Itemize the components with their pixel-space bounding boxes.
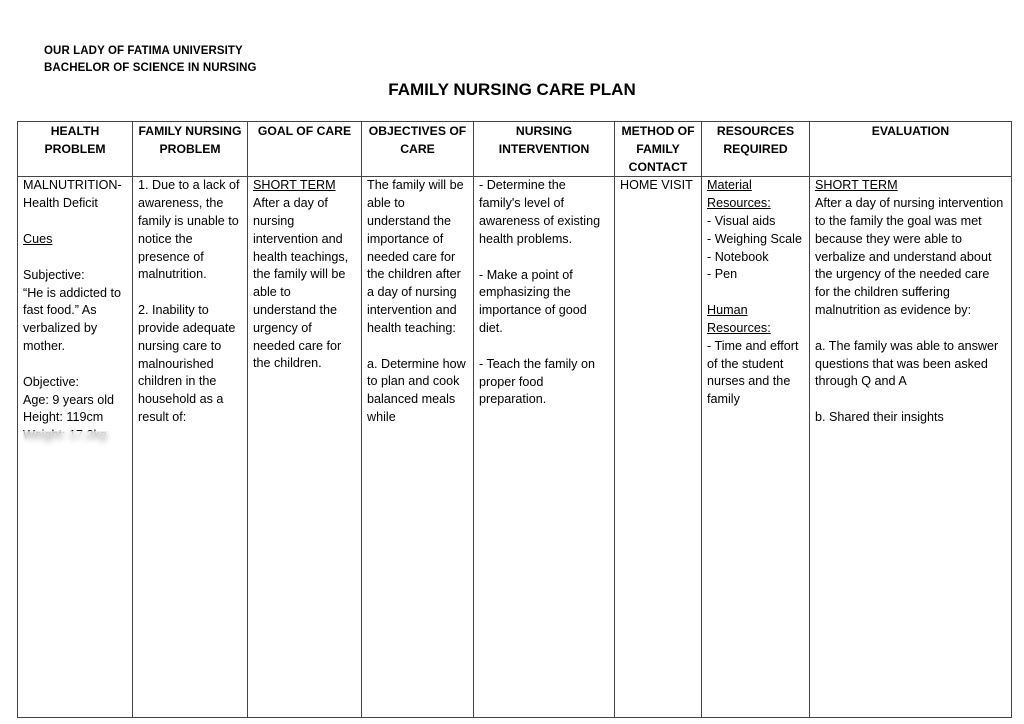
method-value: HOME VISIT [620, 178, 693, 193]
intervention-item2: - Make a point of emphasizing the importance of good diet. [479, 267, 587, 335]
col-family-nursing-problem: FAMILY NURSING PROBLEM [133, 122, 248, 177]
subjective-label: Subjective: [23, 267, 85, 282]
cell-objectives [362, 177, 474, 718]
intervention-item1: - Determine the family's level of awareness of existing health problems. [479, 178, 601, 246]
objective-label: Objective: [23, 374, 79, 389]
goal-label: SHORT TERM [253, 178, 336, 193]
intervention-item3: - Teach the family on proper food preparation. [479, 356, 595, 407]
goal-text: After a day of nursing intervention and health teachings, the family will be able to understand the urgency of needed care for the children. [253, 196, 349, 371]
human-resources-label: Human Resources: [707, 303, 771, 335]
table-row [18, 177, 1012, 718]
age-value: Age: 9 years old [23, 392, 115, 407]
blur-region [23, 431, 127, 717]
material-item: - Notebook [707, 249, 769, 264]
evaluation-text: After a day of nursing intervention to the family the goal was met because they were able to verbalize and understand about the urgency of the needed care for the children suffering malnutrition as evidence by: [815, 196, 1004, 317]
blur-region [707, 431, 804, 717]
height-value: Height: 119cm [23, 410, 104, 425]
cell-intervention [474, 177, 615, 718]
program-name: BACHELOR OF SCIENCE IN NURSING [44, 62, 257, 74]
evaluation-item-b: b. Shared their insights [815, 410, 944, 425]
human-resources-text: - Time and effort of the student nurses and the family [707, 338, 799, 407]
evaluation-label: SHORT TERM [815, 178, 898, 193]
care-plan-table [17, 121, 1012, 718]
blur-region [138, 431, 242, 717]
col-health-problem: HEALTH PROBLEM [18, 122, 133, 177]
material-item: - Visual aids [707, 213, 776, 228]
health-problem-line2: Health Deficit [23, 196, 98, 211]
blur-region [367, 431, 468, 717]
document-title: FAMILY NURSING CARE PLAN [388, 80, 636, 99]
objectives-item-a: a. Determine how to plan and cook balanced meals while [367, 356, 466, 424]
cell-goal [248, 177, 362, 718]
col-nursing-intervention: NURSING INTERVENTION [474, 122, 615, 177]
evaluation-item-a: a. The family was able to answer questions that was been asked through Q and A [815, 338, 999, 389]
cell-family-problem [133, 177, 248, 718]
cell-health-problem [18, 177, 133, 718]
material-resources-label: Material Resources: [707, 178, 771, 211]
blur-region [479, 431, 609, 717]
material-item: - Weighing Scale [707, 231, 802, 246]
blur-region [815, 431, 1006, 717]
col-objectives-of-care: OBJECTIVES OF CARE [362, 122, 474, 177]
col-evaluation: EVALUATION [810, 122, 1012, 177]
family-problem-item1: 1. Due to a lack of awareness, the family is unable to notice the presence of malnutrition. [138, 178, 240, 282]
col-resources-required: RESOURCES REQUIRED [702, 122, 810, 177]
material-item: - Pen [707, 267, 738, 282]
objectives-text: The family will be able to understand the importance of needed care for the children after a day of nursing intervention and health teaching: [367, 178, 464, 335]
institution-name: OUR LADY OF FATIMA UNIVERSITY [44, 45, 243, 57]
col-method-of-contact: METHOD OF FAMILY CONTACT [615, 122, 702, 177]
subjective-text: “He is addicted to fast food.” As verbalized by mother. [23, 285, 122, 353]
family-problem-item2: 2. Inability to provide adequate nursing care to malnourished children in the household as a result of: [138, 303, 236, 424]
health-problem-line1: MALNUTRITION- [23, 178, 122, 193]
col-goal-of-care: GOAL OF CARE [248, 122, 362, 177]
cues-label: Cues [23, 231, 53, 246]
cell-resources [702, 177, 810, 718]
blur-region [620, 431, 696, 717]
header-row [18, 122, 1012, 177]
blur-region [253, 431, 356, 717]
cell-method [615, 177, 702, 718]
cell-evaluation [810, 177, 1012, 718]
